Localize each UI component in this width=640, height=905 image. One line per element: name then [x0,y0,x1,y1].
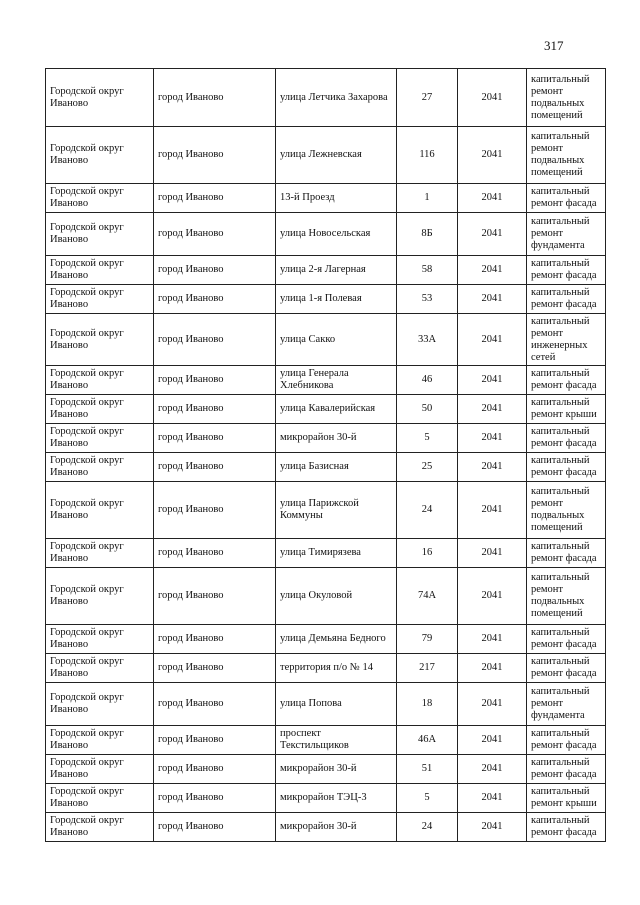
municipality-cell: Городской округ Иваново [46,625,154,654]
city-cell: город Иваново [154,755,276,784]
city-cell: город Иваново [154,69,276,127]
city-cell: город Иваново [154,314,276,366]
work-type-cell: капитальный ремонт фасада [527,285,606,314]
year-cell: 2041 [458,213,527,256]
work-type-cell: капитальный ремонт подвальных помещений [527,482,606,539]
house-number-cell: 24 [397,813,458,842]
city-cell: город Иваново [154,568,276,625]
year-cell: 2041 [458,482,527,539]
table-row [46,424,606,453]
table-row [46,813,606,842]
table-row [46,482,606,539]
year-cell: 2041 [458,127,527,184]
street-cell: микрорайон 30-й [276,755,397,784]
house-number-cell: 5 [397,784,458,813]
year-cell: 2041 [458,424,527,453]
street-cell: улица Парижской Коммуны [276,482,397,539]
table-row [46,726,606,755]
house-number-cell: 74А [397,568,458,625]
house-number-cell: 46А [397,726,458,755]
city-cell: город Иваново [154,424,276,453]
work-type-cell: капитальный ремонт фасада [527,366,606,395]
work-type-cell: капитальный ремонт фасада [527,755,606,784]
work-type-cell: капитальный ремонт фасада [527,424,606,453]
city-cell: город Иваново [154,127,276,184]
city-cell: город Иваново [154,654,276,683]
table-row [46,314,606,366]
municipality-cell: Городской округ Иваново [46,482,154,539]
work-type-cell: капитальный ремонт фасада [527,539,606,568]
house-number-cell: 1 [397,184,458,213]
work-type-cell: капитальный ремонт фасада [527,726,606,755]
work-type-cell: капитальный ремонт подвальных помещений [527,568,606,625]
house-number-cell: 5 [397,424,458,453]
house-number-cell: 25 [397,453,458,482]
municipality-cell: Городской округ Иваново [46,813,154,842]
house-number-cell: 27 [397,69,458,127]
street-cell: улица Базисная [276,453,397,482]
year-cell: 2041 [458,69,527,127]
city-cell: город Иваново [154,213,276,256]
street-cell: микрорайон 30-й [276,424,397,453]
year-cell: 2041 [458,755,527,784]
table-row [46,784,606,813]
municipality-cell: Городской округ Иваново [46,654,154,683]
work-type-cell: капитальный ремонт подвальных помещений [527,69,606,127]
table-row [46,366,606,395]
city-cell: город Иваново [154,482,276,539]
street-cell: улица Кавалерийская [276,395,397,424]
house-number-cell: 217 [397,654,458,683]
city-cell: город Иваново [154,539,276,568]
work-type-cell: капитальный ремонт фундамента [527,213,606,256]
municipality-cell: Городской округ Иваново [46,69,154,127]
year-cell: 2041 [458,625,527,654]
table-row [46,683,606,726]
city-cell: город Иваново [154,395,276,424]
year-cell: 2041 [458,784,527,813]
street-cell: улица 2-я Лагерная [276,256,397,285]
table-row [46,453,606,482]
street-cell: улица Летчика Захарова [276,69,397,127]
municipality-cell: Городской округ Иваново [46,213,154,256]
work-type-cell: капитальный ремонт фасада [527,654,606,683]
house-number-cell: 46 [397,366,458,395]
year-cell: 2041 [458,184,527,213]
year-cell: 2041 [458,683,527,726]
street-cell: микрорайон ТЭЦ-3 [276,784,397,813]
city-cell: город Иваново [154,453,276,482]
house-number-cell: 8Б [397,213,458,256]
city-cell: город Иваново [154,813,276,842]
year-cell: 2041 [458,285,527,314]
street-cell: улица Тимирязева [276,539,397,568]
municipality-cell: Городской округ Иваново [46,683,154,726]
municipality-cell: Городской округ Иваново [46,366,154,395]
year-cell: 2041 [458,726,527,755]
table-row [46,625,606,654]
municipality-cell: Городской округ Иваново [46,568,154,625]
street-cell: улица Демьяна Бедного [276,625,397,654]
municipality-cell: Городской округ Иваново [46,539,154,568]
year-cell: 2041 [458,813,527,842]
house-number-cell: 16 [397,539,458,568]
year-cell: 2041 [458,654,527,683]
work-type-cell: капитальный ремонт фасада [527,625,606,654]
city-cell: город Иваново [154,726,276,755]
municipality-cell: Городской округ Иваново [46,395,154,424]
house-number-cell: 24 [397,482,458,539]
work-type-cell: капитальный ремонт крыши [527,784,606,813]
page-number: 317 [544,38,564,53]
table-row [46,184,606,213]
city-cell: город Иваново [154,184,276,213]
city-cell: город Иваново [154,683,276,726]
city-cell: город Иваново [154,784,276,813]
street-cell: улица 1-я Полевая [276,285,397,314]
year-cell: 2041 [458,366,527,395]
repair-schedule-table [45,68,606,842]
municipality-cell: Городской округ Иваново [46,784,154,813]
municipality-cell: Городской округ Иваново [46,314,154,366]
street-cell: улица Лежневская [276,127,397,184]
table-row [46,568,606,625]
house-number-cell: 33А [397,314,458,366]
work-type-cell: капитальный ремонт инженерных сетей [527,314,606,366]
table-row [46,127,606,184]
street-cell: улица Попова [276,683,397,726]
table-row [46,395,606,424]
house-number-cell: 53 [397,285,458,314]
year-cell: 2041 [458,568,527,625]
house-number-cell: 51 [397,755,458,784]
street-cell: улица Генерала Хлебникова [276,366,397,395]
house-number-cell: 50 [397,395,458,424]
municipality-cell: Городской округ Иваново [46,755,154,784]
house-number-cell: 58 [397,256,458,285]
city-cell: город Иваново [154,285,276,314]
year-cell: 2041 [458,256,527,285]
municipality-cell: Городской округ Иваново [46,726,154,755]
table-row [46,539,606,568]
table-row [46,285,606,314]
work-type-cell: капитальный ремонт фасада [527,813,606,842]
street-cell: 13-й Проезд [276,184,397,213]
work-type-cell: капитальный ремонт фундамента [527,683,606,726]
municipality-cell: Городской округ Иваново [46,424,154,453]
municipality-cell: Городской округ Иваново [46,453,154,482]
table-row [46,256,606,285]
city-cell: город Иваново [154,256,276,285]
street-cell: территория п/о № 14 [276,654,397,683]
street-cell: улица Сакко [276,314,397,366]
table-row [46,755,606,784]
city-cell: город Иваново [154,366,276,395]
table-body [46,69,606,842]
work-type-cell: капитальный ремонт крыши [527,395,606,424]
municipality-cell: Городской округ Иваново [46,256,154,285]
table-row [46,213,606,256]
table-row [46,69,606,127]
street-cell: улица Новосельская [276,213,397,256]
work-type-cell: капитальный ремонт подвальных помещений [527,127,606,184]
city-cell: город Иваново [154,625,276,654]
year-cell: 2041 [458,539,527,568]
year-cell: 2041 [458,395,527,424]
work-type-cell: капитальный ремонт фасада [527,453,606,482]
work-type-cell: капитальный ремонт фасада [527,184,606,213]
table-row [46,654,606,683]
street-cell: улица Окуловой [276,568,397,625]
municipality-cell: Городской округ Иваново [46,127,154,184]
house-number-cell: 116 [397,127,458,184]
house-number-cell: 79 [397,625,458,654]
year-cell: 2041 [458,314,527,366]
street-cell: микрорайон 30-й [276,813,397,842]
year-cell: 2041 [458,453,527,482]
house-number-cell: 18 [397,683,458,726]
street-cell: проспект Текстильщиков [276,726,397,755]
municipality-cell: Городской округ Иваново [46,285,154,314]
municipality-cell: Городской округ Иваново [46,184,154,213]
work-type-cell: капитальный ремонт фасада [527,256,606,285]
